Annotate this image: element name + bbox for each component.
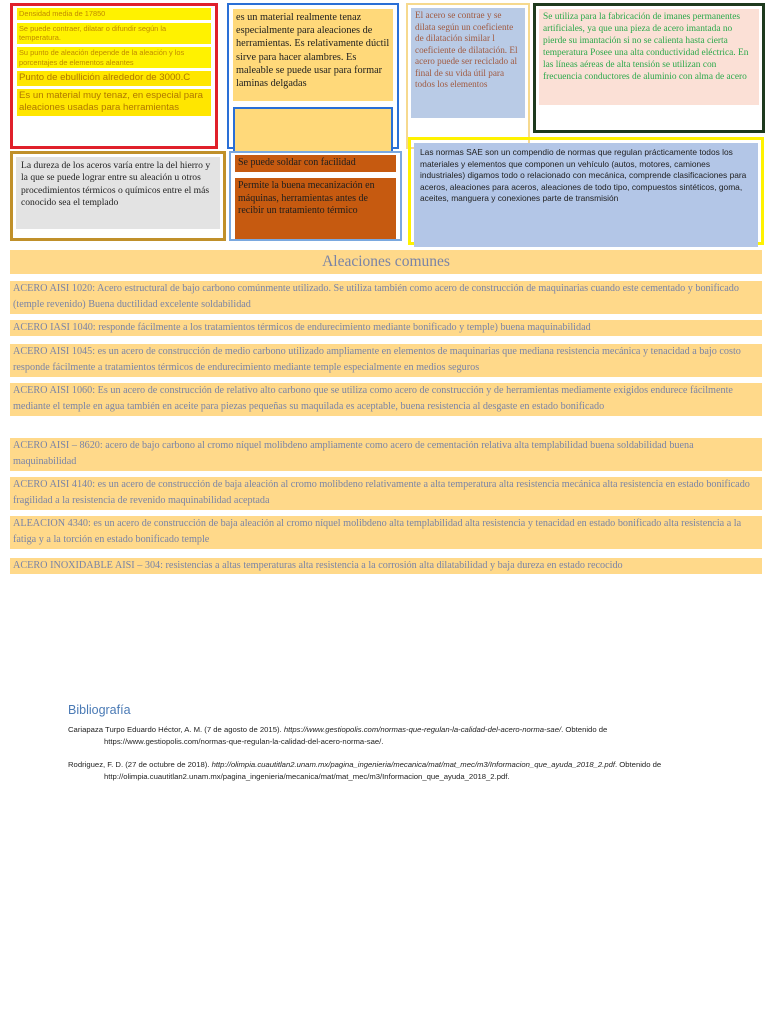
ductility-box-blue <box>227 3 399 149</box>
alloy-item: ACERO AISI 1060: Es un acero de construcción de relativo alto carbono que se utiliza como acero de construcción y de herramientas mediamente exigidos endurece fácilmente mediante el temple en agua también en aceite para piezas pequeñas su maquilada es aceptable, buena resistencia al desgaste en estado bonificado <box>10 383 762 416</box>
machining-note: Permite la buena mecanización en máquinas, herramientas antes de recibir un tratamiento térmico <box>235 178 396 239</box>
alloy-item: ACERO AISI – 8620: acero de bajo carbono al cromo níquel molibdeno ampliamente como acero de cementación relativa alta templabilidad buena soldabilidad buena maquinabilidad <box>10 438 762 471</box>
alloy-item: ACERO INOXIDABLE AISI – 304: resistencias a altas temperaturas alta resistencia a la corrosión alta dilatabilidad y baja dureza en estado recocido <box>10 558 762 574</box>
alloy-item: ACERO AISI 1045: es un acero de construcción de medio carbono utilizado ampliamente en elementos de maquinarias que mediana resistencia mecánica y tenacidad a bajo costo responde fácilmente a tratamientos térmicos de endurecimiento mediante temple especialmente en medios seguros <box>10 344 762 377</box>
section-title-bar <box>10 250 762 274</box>
tenacious-note: Es un material muy tenaz, en especial para aleaciones usadas para herramientas <box>17 89 211 116</box>
dilate-note: Se puede contraer, dilatar o difundir según la temperatura. <box>17 23 211 44</box>
alloy-item: ACERO AISI 1020: Acero estructural de bajo carbono comúnmente utilizado. Se utiliza también como acero de construcción de maquinarias cuando este cementado y bonificado (temple revenido) Buena ductilidad excelente soldabilidad <box>10 281 762 314</box>
magnet-box-green <box>533 3 765 133</box>
alloy-item: ACERO AISI 4140: es un acero de construcción de baja aleación al cromo molibdeno relativamente a alta temperatura alta resistencia mecánica alta resistencia en estado bonificado fragilidad a la resistencia de revenido maquinabilidad aceptada <box>10 477 762 510</box>
bibliography-entry: Cariapaza Turpo Eduardo Héctor, A. M. (7 de agosto de 2015). https://www.gestiopolis.com/normas-que-regulan-la-calidad-del-acero-norma-sae/. Obtenido de https://www.gestiopolis.com/normas-que-regulan-la-calidad-del-acero-norma-sae/. <box>68 725 608 746</box>
bibliography-entry: Rodriguez, F. D. (27 de octubre de 2018). http://olimpia.cuautitlan2.unam.mx/pagina_ingenieria/mecanica/mat/mat_mec/m3/Informacion_que_ayuda_2018_2.pdf. Obtenido de http://olimpia.cuautitlan2.unam.mx/pagina_ingenieria/mecanica/mat/mat_mec/m3/Informacion_que_ayuda_2018_2.pdf. <box>68 760 662 781</box>
boiling-note: Punto de ebullición alrededor de 3000.C <box>17 71 211 85</box>
properties-box-red <box>10 3 218 149</box>
hardness-box <box>10 151 226 241</box>
hardness-note: La dureza de los aceros varía entre la del hierro y la que se puede lograr entre su aleación u otros procedimientos térmicos o químicos entre el más conocido sea el templado <box>16 157 220 229</box>
welding-box <box>229 151 402 241</box>
dilation-box <box>406 3 530 149</box>
reference-link[interactable]: http://olimpia.cuautitlan2.unam.mx/pagina_ingenieria/mecanica/mat/mat_mec/m3/Informacion_que_ayuda_2018_2.pdf <box>211 760 616 769</box>
reference-link[interactable]: https://www.gestiopolis.com/normas-que-regulan-la-calidad-del-acero-norma-sae/ <box>283 725 562 734</box>
section-title: Aleaciones comunes <box>322 253 450 270</box>
sae-note: Las normas SAE son un compendio de normas que regulan prácticamente todos los materiales y elementos que componen un vehículo (autos, motores, camiones industriales) digamos todo o relacionado con mecánica, comprende clasificaciones para aceros, aleaciones para aceros, aleaciones de todo tipo, compuestos sintéticos, goma, aceites, manguera y conexiones parte de transmisión <box>414 143 758 247</box>
magnet-note: Se utiliza para la fabricación de imanes permanentes artificiales, ya que una pieza de acero imantada no pierde su imantación si no se calienta hasta cierta temperatura Posee una alta conductividad eléctrica. En las líneas aéreas de alta tensión se utilizan con frecuencia conductores de aluminio con alma de acero <box>539 9 759 105</box>
alloy-item: ACERO IASI 1040: responde fácilmente a los tratamientos térmicos de endurecimiento mediante bonificado y temple) buena maquinabilidad <box>10 320 762 336</box>
alloy-item: ALEACION 4340: es un acero de construcción de baja aleación al cromo níquel molibdeno alta templabilidad alta resistencia y tenacidad en estado bonificado alta resistencia a la fatiga y a la torción en estado bonificado temple <box>10 516 762 549</box>
density-note: Densidad media de 17850 <box>17 8 211 20</box>
dilation-note: El acero se contrae y se dilata según un coeficiente de dilatación similar l coeficiente de dilatación. El acero puede ser reciclado al final de su vida útil para todos los elementos <box>411 8 525 118</box>
weld-note: Se puede soldar con facilidad <box>235 155 396 172</box>
sae-box-yellow <box>408 137 764 245</box>
ductility-note: es un material realmente tenaz especialmente para aleaciones de herramientas. Es relativamente dúctil sirve para hacer alambres. Es maleable se puede usar para formar laminas delgadas <box>233 9 393 101</box>
empty-note-block <box>233 107 393 153</box>
fusion-note: Su punto de aleación depende de la aleación y los porcentajes de elementos aleantes <box>17 47 211 68</box>
bibliography-title: Bibliografía <box>68 703 131 717</box>
